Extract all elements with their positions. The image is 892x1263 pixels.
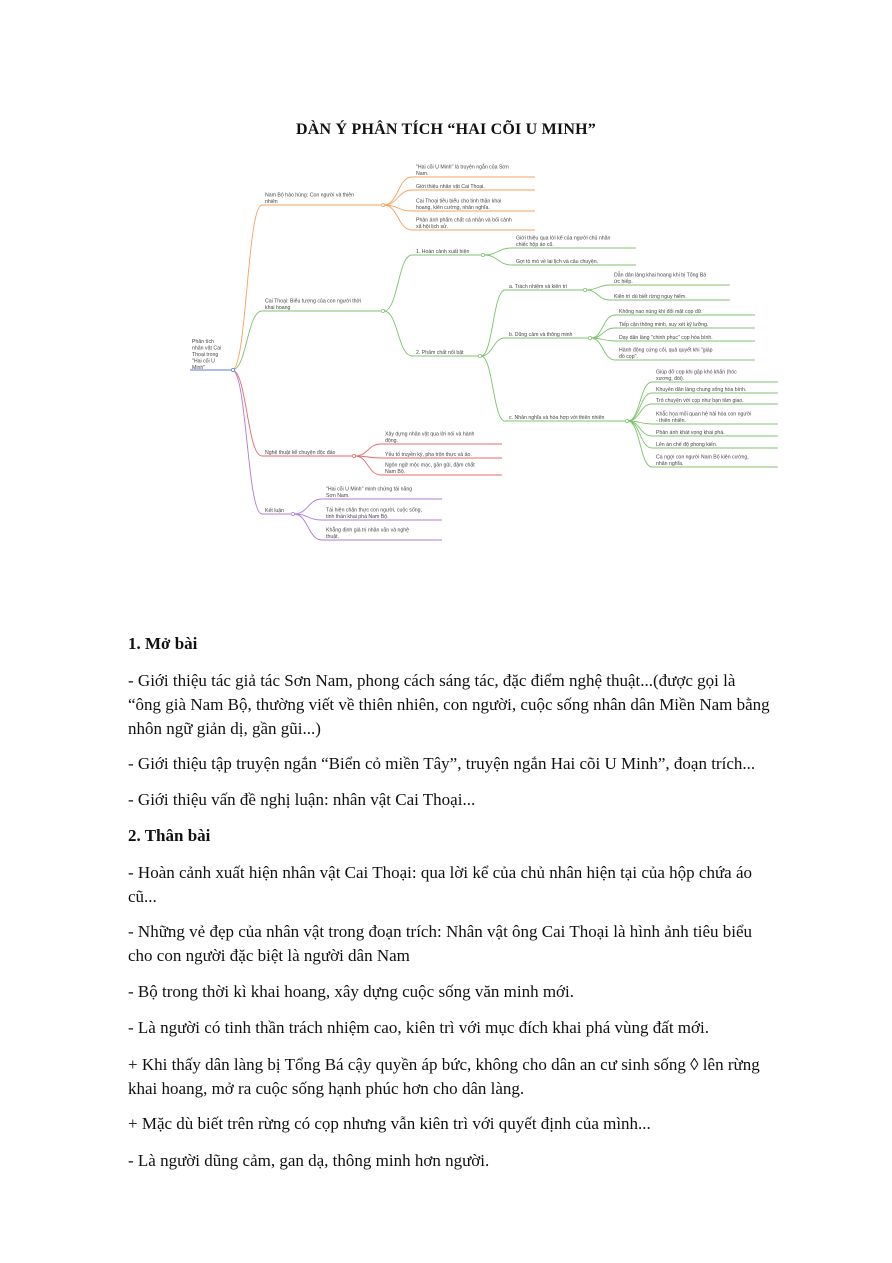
leaf-label: "Hai cõi U Minh" minh chứng tài năng Sơn Nam.	[326, 486, 413, 499]
paragraph-line: cũ...	[128, 887, 157, 906]
paragraph	[128, 669, 818, 741]
paragraph-line: cho con người đặc biệt là người dân Nam	[128, 946, 410, 965]
leaf-label: Khắc họa mối quan hệ hài hòa con người - thiên nhiên.	[656, 411, 752, 424]
leaf-connector	[384, 190, 412, 205]
paragraph	[128, 1053, 818, 1101]
branch-label: Cai Thoại: Biểu tượng của con người thời khai hoang	[265, 298, 362, 311]
leaf-label: Tái hiện chân thực con người, cuộc sống, tinh thần khai phá Nam Bộ.	[326, 507, 422, 520]
branch-label: Nghệ thuật kể chuyện độc đáo	[265, 449, 336, 456]
leaf-label: Yếu tố truyền kỳ, pha trộn thực và ảo.	[385, 451, 472, 458]
branch-label: Kết luận	[265, 507, 285, 514]
leaf-connector	[294, 514, 322, 540]
leaf-connector	[586, 290, 610, 300]
paragraph-line: - Hoàn cảnh xuất hiện nhân vật Cai Thoại: qua lời kể của chủ nhân hiện tại của hộp chứa áo	[128, 863, 753, 882]
paragraph	[128, 752, 818, 776]
leaf-label: "Hai cõi U Minh" là truyện ngắn của Sơn Nam.	[416, 164, 509, 177]
root-label: Phân tích nhân vật Cai Thoại trong "Hai cõi U Minh"	[192, 339, 222, 371]
sub-label: c. Nhân nghĩa và hòa hợp với thiên nhiên	[509, 414, 605, 421]
paragraph-line: - Bộ trong thời kì khai hoang, xây dựng cuộc sống văn minh mới.	[128, 982, 575, 1001]
paragraph-line: - Là người dũng cảm, gan dạ, thông minh hơn người.	[128, 1151, 490, 1170]
leaf-connector	[355, 444, 381, 456]
paragraph	[128, 980, 818, 1004]
leaf-label: Không nao núng khi đối mặt cọp dữ.	[619, 308, 703, 315]
leaf-label: Giới thiệu qua lời kể của người chủ nhân chiếc hộp áo cũ.	[516, 235, 611, 248]
leaf-connector	[628, 393, 652, 421]
paragraph	[128, 861, 818, 909]
sub-label: b. Dũng cảm và thông minh	[509, 331, 573, 338]
paragraph-line: khai hoang, mở ra cuộc sống hạnh phúc hơn cho dân làng.	[128, 1079, 525, 1098]
branch-label: Nam Bộ hào hùng: Con người và thiên nhiên	[265, 192, 355, 205]
branch-connector	[232, 205, 262, 370]
paragraph	[128, 788, 818, 812]
sub-connector	[384, 311, 412, 356]
leaf-connector	[294, 499, 322, 514]
paragraph	[128, 920, 818, 968]
paragraph	[128, 1149, 818, 1173]
sub-connector	[384, 255, 412, 311]
leaf-connector	[591, 328, 615, 338]
section-heading: 2. Thân bài	[128, 826, 211, 845]
leaf-label: Phản ánh khát vọng khai phá.	[656, 429, 725, 436]
leaf-connector	[384, 177, 412, 205]
paragraph	[128, 1016, 818, 1040]
mindmap-diagram	[0, 150, 892, 560]
paragraph-line: + Mặc dù biết trên rừng có cọp nhưng vẫn kiên trì với quyết định của mình...	[128, 1114, 651, 1133]
sub-connector	[481, 290, 505, 356]
leaf-connector	[484, 248, 512, 255]
section-heading: 1. Mở bài	[128, 634, 198, 653]
leaf-label: Khẳng định giá trị nhân văn và nghệ thuật.	[326, 527, 410, 540]
leaf-label: Phản ánh phẩm chất cá nhân và bối cảnh xã hội lịch sử.	[416, 217, 512, 230]
leaf-label: Xây dựng nhân vật qua lời nói và hành động.	[385, 431, 475, 444]
leaf-label: Khuyên dân làng chung sống hòa bình.	[656, 386, 747, 393]
page-title: DÀN Ý PHÂN TÍCH “HAI CÕI U MINH”	[296, 121, 596, 138]
paragraph	[128, 1112, 818, 1136]
leaf-label: Cai Thoại tiêu biểu cho tinh thần khai hoang, kiên cường, nhân nghĩa.	[416, 198, 502, 211]
leaf-label: Giúp đỡ cọp khi gặp khó khăn (hóc xương, đói).	[656, 369, 737, 382]
leaf-label: Trò chuyện với cọp như bạn tâm giao.	[656, 397, 744, 404]
leaf-connector	[628, 382, 652, 421]
leaf-connector	[586, 285, 610, 290]
sub-label: a. Trách nhiệm và kiên trì	[509, 283, 568, 290]
leaf-label: Dẫn dân làng khai hoang khi bị Tổng Bá ức hiếp.	[614, 272, 707, 285]
branch-connector	[232, 311, 262, 370]
leaf-connector	[484, 255, 512, 265]
paragraph-line: - Giới thiệu tác giả tác Sơn Nam, phong cách sáng tác, đặc điểm nghệ thuật...(được gọi là	[128, 671, 736, 690]
leaf-label: Hành động cứng cỏi, quả quyết khi "giáp đồ cọp".	[619, 347, 713, 360]
paragraph-line: - Những vẻ đẹp của nhân vật trong đoạn trích: Nhân vật ông Cai Thoại là hình ảnh tiêu biểu	[128, 922, 753, 941]
leaf-label: Gợi tò mò về lai lịch và câu chuyện.	[516, 258, 599, 265]
leaf-connector	[384, 205, 412, 230]
paragraph-line: nhôn ngữ giản dị, gần gũi...)	[128, 719, 321, 738]
paragraph-line: - Giới thiệu vấn đề nghị luận: nhân vật Cai Thoại...	[128, 790, 476, 809]
leaf-label: Giới thiệu nhân vật Cai Thoại.	[416, 183, 485, 190]
leaf-connector	[591, 315, 615, 338]
leaf-connector	[355, 456, 381, 475]
paragraph-line: - Là người có tinh thần trách nhiệm cao, kiên trì với mục đích khai phá vùng đất mới.	[128, 1018, 709, 1037]
leaf-label: Tiếp cận thông minh, suy xét kỹ lưỡng.	[619, 321, 709, 328]
leaf-label: Kiên trì dù biết rừng nguy hiểm.	[614, 293, 687, 300]
leaf-label: Lên án chế độ phong kiến.	[656, 441, 718, 448]
paragraph-line: - Giới thiệu tập truyện ngắn “Biển cỏ miền Tây”, truyện ngắn Hai cõi U Minh”, đoạn trích...	[128, 754, 756, 773]
branch-connector	[232, 370, 262, 514]
sub-label: 2. Phẩm chất nổi bật	[416, 349, 464, 356]
sub-label: 1. Hoàn cảnh xuất hiện	[416, 248, 470, 255]
node-knob	[231, 368, 234, 371]
paragraph-line: “ông già Nam Bộ, thường viết về thiên nhiên, con người, cuộc sống nhân dân Miền Nam bằng	[128, 695, 770, 714]
sub-connector	[481, 356, 505, 421]
paragraph-line: + Khi thấy dân làng bị Tổng Bá cậy quyền áp bức, không cho dân an cư sinh sống ◊ lên rừng	[128, 1055, 760, 1074]
leaf-label: Ngôn ngữ mộc mạc, gần gũi, đậm chất Nam Bộ.	[385, 462, 475, 475]
leaf-label: Ca ngợi con người Nam Bộ kiên cường, nhân nghĩa.	[656, 454, 749, 467]
leaf-label: Dạy dân làng "chinh phục" cọp hòa bình.	[619, 334, 713, 341]
